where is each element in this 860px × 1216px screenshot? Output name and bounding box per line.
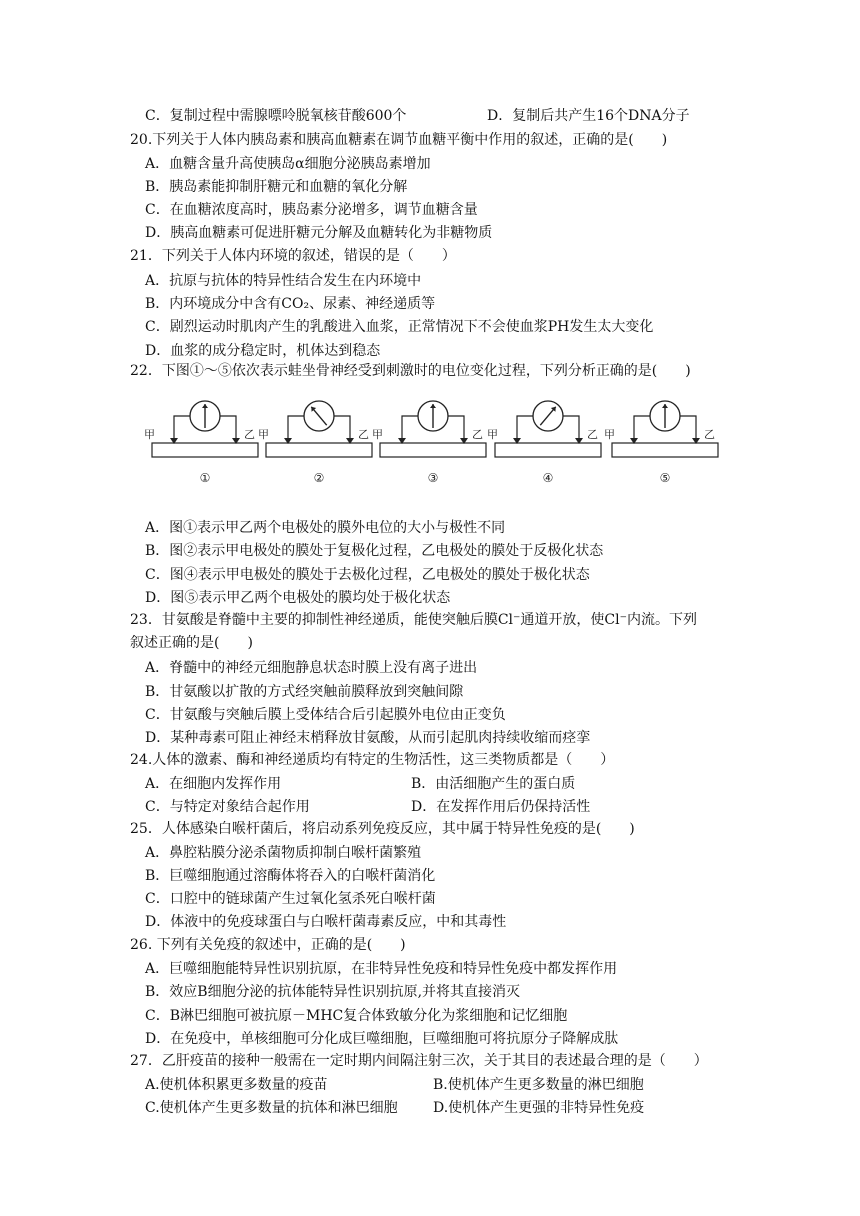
label-yi: 乙 (244, 428, 255, 441)
q22-option-a: A．图①表示甲乙两个电极处的膜外电位的大小与极性不同 (145, 520, 506, 536)
label-jia: 甲 (258, 428, 269, 441)
q20-option-a: A．血糖含量升高使胰岛α细胞分泌胰岛素增加 (145, 156, 431, 172)
label-jia: 甲 (144, 428, 155, 441)
diagram-unit-3 (372, 401, 486, 485)
q24-option-b: B．由活细胞产生的蛋白质 (411, 776, 576, 792)
label-yi: 乙 (587, 428, 598, 441)
q24-option-c: C．与特定对象结合起作用 (145, 799, 310, 815)
figure-caption: ① (199, 471, 211, 485)
q23-option-c: C．甘氨酸与突触后膜上受体结合后引起膜外电位由正变负 (145, 707, 506, 723)
q20-option-b: B．胰岛素能抑制肝糖元和血糖的氧化分解 (145, 179, 408, 195)
diagram-unit-5 (604, 401, 718, 485)
q24-option-d: D．在发挥作用后仍保持活性 (411, 799, 591, 815)
q26-option-a: A．巨噬细胞能特异性识别抗原，在非特异性免疫和特异性免疫中都发挥作用 (145, 961, 618, 977)
q26-option-d: D．在免疫中，单核细胞可分化成巨噬细胞，巨噬细胞可将抗原分子降解成肽 (145, 1031, 619, 1047)
q21-option-a: A．抗原与抗体的特异性结合发生在内环境中 (145, 273, 422, 289)
figure-caption: ③ (427, 471, 439, 485)
q27-option-b: B.使机体产生更多数量的淋巴细胞 (433, 1077, 644, 1093)
q23-option-a: A．脊髓中的神经元细胞静息状态时膜上没有离子进出 (145, 660, 478, 676)
q21-option-d: D．血浆的成分稳定时，机体达到稳态 (145, 343, 381, 359)
q27-stem: 27．乙肝疫苗的接种一般需在一定时期内间隔注射三次，关于其目的表述最合理的是（ ） (130, 1053, 708, 1069)
label-jia: 甲 (372, 428, 383, 441)
nerve-fiber (266, 443, 372, 457)
nerve-fiber (152, 443, 258, 457)
label-yi: 乙 (704, 428, 715, 441)
diagram-unit-2 (258, 401, 372, 485)
q22-stem: 22．下图①～⑤依次表示蛙坐骨神经受到刺激时的电位变化过程，下列分析正确的是( ) (130, 363, 691, 379)
q22-option-b: B．图②表示甲电极处的膜处于复极化过程，乙电极处的膜处于反极化状态 (145, 543, 604, 559)
figure-caption: ④ (542, 471, 554, 485)
figure-caption: ⑤ (659, 471, 671, 485)
q22-option-d: D．图⑤表示甲乙两个电极处的膜均处于极化状态 (145, 590, 451, 606)
diagram-unit-1 (144, 401, 258, 485)
q21-stem: 21．下列关于人体内环境的叙述，错误的是（ ） (130, 248, 456, 264)
q20-stem: 20.下列关于人体内胰岛素和胰高血糖素在调节血糖平衡中作用的叙述，正确的是( ) (130, 132, 668, 148)
nerve-fiber (380, 443, 486, 457)
q23-option-d: D．某种毒素可阻止神经末梢释放甘氨酸，从而引起肌肉持续收缩而痉挛 (145, 730, 591, 746)
q19-option-d: D．复制后共产生16个DNA分子 (487, 108, 690, 124)
q21-option-c: C．剧烈运动时肌肉产生的乳酸进入血浆，正常情况下不会使血浆PH发生太大变化 (145, 319, 654, 335)
q26-option-c: C．B淋巴细胞可被抗原－MHC复合体致敏分化为浆细胞和记忆细胞 (145, 1008, 568, 1024)
q27-option-d: D.使机体产生更强的非特异性免疫 (433, 1100, 645, 1116)
diagram-unit-4 (487, 401, 601, 485)
q24-stem: 24.人体的激素、酶和神经递质均有特定的生物活性，这三类物质都是（ ） (130, 752, 615, 768)
q20-option-d: D．胰高血糖素可促进肝糖元分解及血糖转化为非糖物质 (145, 225, 493, 241)
q27-option-c: C.使机体产生更多数量的抗体和淋巴细胞 (145, 1100, 398, 1116)
label-yi: 乙 (358, 428, 369, 441)
nerve-potential-figure (140, 398, 740, 490)
nerve-fiber (612, 443, 718, 457)
q25-option-d: D．体液中的免疫球蛋白与白喉杆菌毒素反应，中和其毒性 (145, 914, 507, 930)
q20-option-c: C．在血糖浓度高时，胰岛素分泌增多，调节血糖含量 (145, 202, 478, 218)
q21-option-b: B．内环境成分中含有CO₂、尿素、神经递质等 (145, 296, 436, 312)
q23-option-b: B．甘氨酸以扩散的方式经突触前膜释放到突触间隙 (145, 684, 464, 700)
q24-option-a: A．在细胞内发挥作用 (145, 776, 282, 792)
label-jia: 甲 (487, 428, 498, 441)
q19-option-c: C．复制过程中需腺嘌呤脱氧核苷酸600个 (145, 108, 407, 124)
q25-stem: 25．人体感染白喉杆菌后，将启动系列免疫反应，其中属于特异性免疫的是( ) (130, 821, 635, 837)
q25-option-c: C．口腔中的链球菌产生过氧化氢杀死白喉杆菌 (145, 891, 436, 907)
q27-option-a: A.使机体积累更多数量的疫苗 (145, 1077, 328, 1093)
q26-option-b: B．效应B细胞分泌的抗体能特异性识别抗原,并将其直接消灭 (145, 984, 521, 1000)
q22-option-c: C．图④表示甲电极处的膜处于去极化过程，乙电极处的膜处于极化状态 (145, 567, 590, 583)
q23-stem-1: 23．甘氨酸是脊髓中主要的抑制性神经递质，能使突触后膜Cl⁻通道开放，使Cl⁻内流。下列 (130, 612, 697, 628)
q26-stem: 26. 下列有关免疫的叙述中，正确的是( ) (130, 937, 406, 953)
label-yi: 乙 (472, 428, 483, 441)
figure-caption: ② (313, 471, 325, 485)
label-jia: 甲 (604, 428, 615, 441)
nerve-fiber (495, 443, 601, 457)
q23-stem-2: 叙述正确的是( ) (130, 635, 253, 651)
q25-option-b: B．巨噬细胞通过溶酶体将吞入的白喉杆菌消化 (145, 868, 436, 884)
q25-option-a: A．鼻腔粘膜分泌杀菌物质抑制白喉杆菌繁殖 (145, 845, 422, 861)
